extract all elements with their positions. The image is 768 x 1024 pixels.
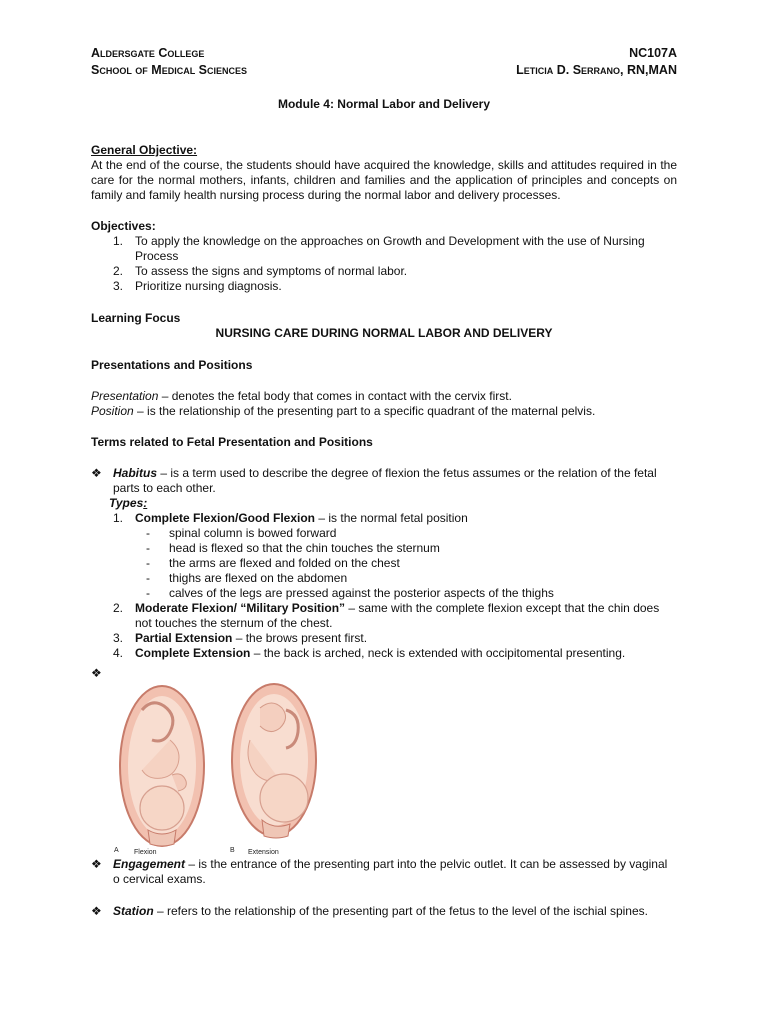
flexion-illustration xyxy=(120,686,204,846)
list-item: 1. To apply the knowledge on the approaches on Growth and Development with the use of Nursing Process xyxy=(113,234,645,263)
list-item: - head is flexed so that the chin touches the sternum xyxy=(146,541,440,555)
list-item: 4. Complete Extension – the back is arched, neck is extended with occipitomental presenting. xyxy=(113,646,626,660)
list-item: - the arms are flexed and folded on the chest xyxy=(146,556,400,570)
objectives-section xyxy=(91,219,677,294)
learning-focus-label: Learning Focus xyxy=(91,311,181,325)
list-item: 2. To assess the signs and symptoms of normal labor. xyxy=(113,264,408,278)
bullet-icon: ❖ xyxy=(91,904,102,918)
habitus-bullet xyxy=(91,466,677,661)
bullet-icon: ❖ xyxy=(91,466,102,480)
module-title: Module 4: Normal Labor and Delivery xyxy=(277,97,491,111)
terms-heading: Terms related to Fetal Presentation and Positions xyxy=(91,435,373,449)
engagement-bullet xyxy=(91,857,677,887)
habitus-types-list xyxy=(91,511,677,526)
list-item: 3. Partial Extension – the brows present first. xyxy=(113,631,368,645)
general-objective-heading: General Objective: xyxy=(91,143,198,157)
engagement-term: Engagement xyxy=(113,857,186,871)
objectives-heading: Objectives: xyxy=(91,219,156,233)
engagement-definition: – is the entrance of the presenting part into the pelvic outlet. It can be assessed by vaginal o cervical exams. xyxy=(113,857,668,886)
bullet-icon: ❖ xyxy=(91,666,102,680)
figure-label-a: A xyxy=(114,847,119,854)
college-name: Aldersgate College xyxy=(91,46,205,60)
instructor-name: Leticia D. Serrano, RN,MAN xyxy=(516,63,677,77)
position-definition: Position – is the relationship of the presenting part to a specific quadrant of the maternal pelvis. xyxy=(91,404,596,418)
list-item: 3. Prioritize nursing diagnosis. xyxy=(113,279,282,293)
habitus-term: Habitus xyxy=(113,466,158,480)
course-code: NC107A xyxy=(629,46,677,60)
station-term: Station xyxy=(113,904,154,918)
presentations-heading: Presentations and Positions xyxy=(91,358,253,372)
flexion-points-list xyxy=(91,526,677,601)
types-label: Types: xyxy=(109,496,148,510)
station-definition: – refers to the relationship of the presenting part of the fetus to the level of the ischial spines. xyxy=(153,904,648,918)
extension-illustration xyxy=(232,684,316,838)
bullet-icon: ❖ xyxy=(91,857,102,871)
presentation-definition: Presentation – denotes the fetal body that comes in contact with the cervix first. xyxy=(91,389,512,403)
habitus-definition: – is a term used to describe the degree of flexion the fetus assumes or the relation of the fetal parts to each other. xyxy=(113,466,657,495)
station-bullet xyxy=(91,904,677,919)
list-item: - thighs are flexed on the abdomen xyxy=(146,571,348,585)
learning-focus-title: NURSING CARE DURING NORMAL LABOR AND DELIVERY xyxy=(215,326,553,340)
list-item: - calves of the legs are pressed against the posterior aspects of the thighs xyxy=(146,586,554,600)
list-item: 1. Complete Flexion/Good Flexion – is the normal fetal position xyxy=(113,511,468,525)
list-item: 2. Moderate Flexion/ “Military Position” – same with the complete flexion except that the chin does not touches the sternum of the chest. xyxy=(113,601,660,630)
general-objective-text: At the end of the course, the students should have acquired the knowledge, skills and attitudes required in the care for the normal mothers, infants, children and families and the application of principles and concepts on family and family health nursing process during the normal labor and delivery processes. xyxy=(91,158,677,202)
school-name: School of Medical Sciences xyxy=(91,63,248,77)
figure-caption-b: Extension xyxy=(248,849,279,856)
objectives-list xyxy=(91,234,677,294)
figure-label-b: B xyxy=(230,847,235,854)
general-objective-section xyxy=(91,143,677,203)
habitus-types-list-continued xyxy=(91,601,677,661)
fetal-habitus-figure xyxy=(112,680,322,858)
list-item: - spinal column is bowed forward xyxy=(146,526,337,540)
figure-caption-a: Flexion xyxy=(134,849,157,856)
